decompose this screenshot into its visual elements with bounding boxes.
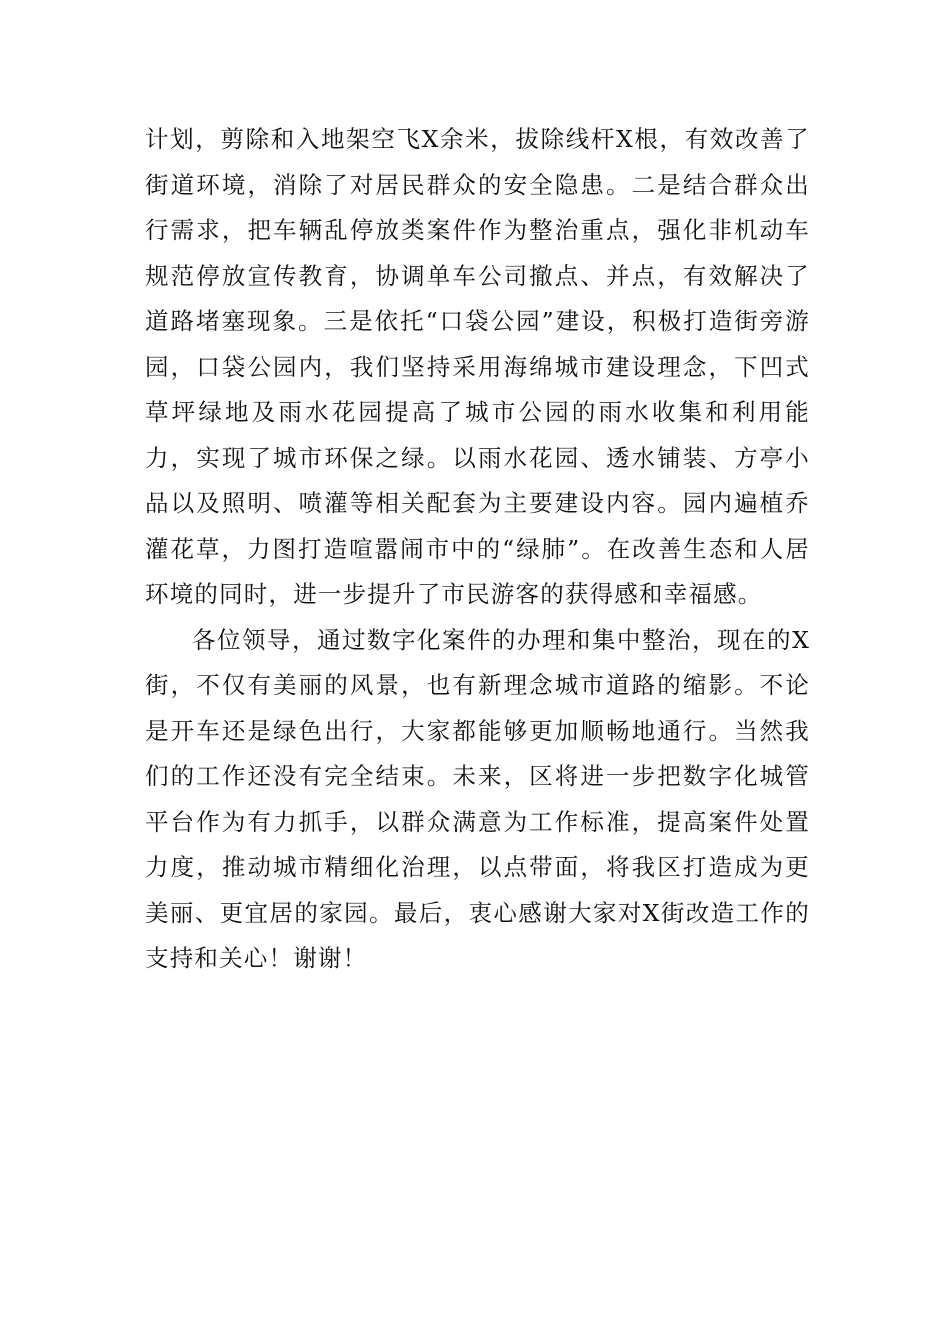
paragraph-continued: 计划，剪除和入地架空飞X余米，拔除线杆X根，有效改善了街道环境，消除了对居民群众的安全隐患。二是结合群众出行需求，把车辆乱停放类案件作为整治重点，强化非机动车规范停放宣传教育，协调单车公司撤点、并点，有效解决了道路堵塞现象。三是依托“口袋公园”建设，积极打造街旁游园，口袋公园内，我们坚持采用海绵城市建设理念，下凹式草坪绿地及雨水花园提高了城市公园的雨水收集和利用能力，实现了城市环保之绿。以雨水花园、透水铺装、方亭小品以及照明、喷灌等相关配套为主要建设内容。园内遍植乔灌花草，力图打造喧嚣闹市中的“绿肺”。在改善生态和人居环境的同时，进一步提升了市民游客的获得感和幸福感。	[145, 125, 810, 608]
paragraph-closing: 各位领导，通过数字化案件的办理和集中整治，现在的X街，不仅有美丽的风景，也有新理念城市道路的缩影。不论是开车还是绿色出行，大家都能够更加顺畅地通行。当然我们的工作还没有完全结束。未来，区将进一步把数字化城管平台作为有力抓手，以群众满意为工作标准，提高案件处置力度，推动城市精细化治理，以点带面，将我区打造成为更美丽、更宜居的家园。最后，衷心感谢大家对X街改造工作的支持和关心！谢谢！	[145, 625, 810, 972]
document-body	[145, 117, 810, 982]
